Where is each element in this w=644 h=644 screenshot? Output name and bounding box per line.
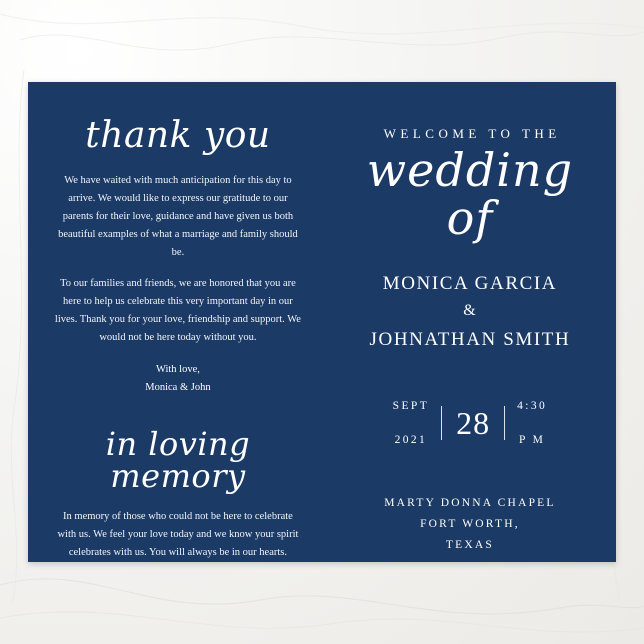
couple-names: [350, 269, 590, 355]
groom-name: JOHNATHAN SMITH: [369, 328, 571, 350]
ceremony-time: [505, 380, 559, 466]
venue-block: [350, 493, 590, 557]
year: 2021: [394, 434, 428, 447]
signoff: [54, 361, 302, 397]
wedding-of-heading: wedding of: [366, 143, 574, 246]
in-loving-memory-text: In memory of those who could not be here to celebrate with us. We feel your love today and we know your spirit celebrates with us. You will always be in our hearts.: [57, 510, 299, 558]
month: SEPT: [392, 399, 430, 412]
welcome-line: WELCOME TO THE: [383, 126, 561, 141]
venue-line-3: TEXAS: [445, 539, 494, 552]
month-year: [381, 380, 441, 466]
in-loving-memory-block: [54, 424, 302, 562]
bride-name: MONICA GARCIA: [382, 272, 558, 294]
venue-line-1: MARTY DONNA CHAPEL: [384, 496, 556, 509]
in-loving-memory-heading: in loving memory: [105, 424, 251, 495]
thank-you-paragraph-1: We have waited with much anticipation for this day to arrive. We would like to express our gratitude to our parents for their love, guidance and have given us both beautiful examples of what a marriage and family should be.: [58, 175, 298, 259]
date-time-bar: [350, 380, 590, 466]
time-hour: 4:30: [517, 399, 548, 412]
thank-you-panel: [28, 82, 328, 562]
welcome-panel: [328, 82, 616, 562]
time-meridiem: P M: [519, 434, 546, 447]
signoff-line-1: With love,: [155, 364, 200, 376]
day-number: 28: [456, 405, 491, 442]
ampersand: &: [463, 302, 477, 320]
program-card: [28, 82, 616, 562]
thank-you-paragraph-2: To our families and friends, we are honored that you are here to help us celebrate this very important day in our lives. Thank you for your love, friendship and support. We would not be here today without you.: [54, 278, 301, 344]
thank-you-heading: thank you: [85, 115, 271, 156]
signoff-line-2: Monica & John: [145, 382, 211, 394]
venue-line-2: FORT WORTH,: [420, 517, 520, 530]
